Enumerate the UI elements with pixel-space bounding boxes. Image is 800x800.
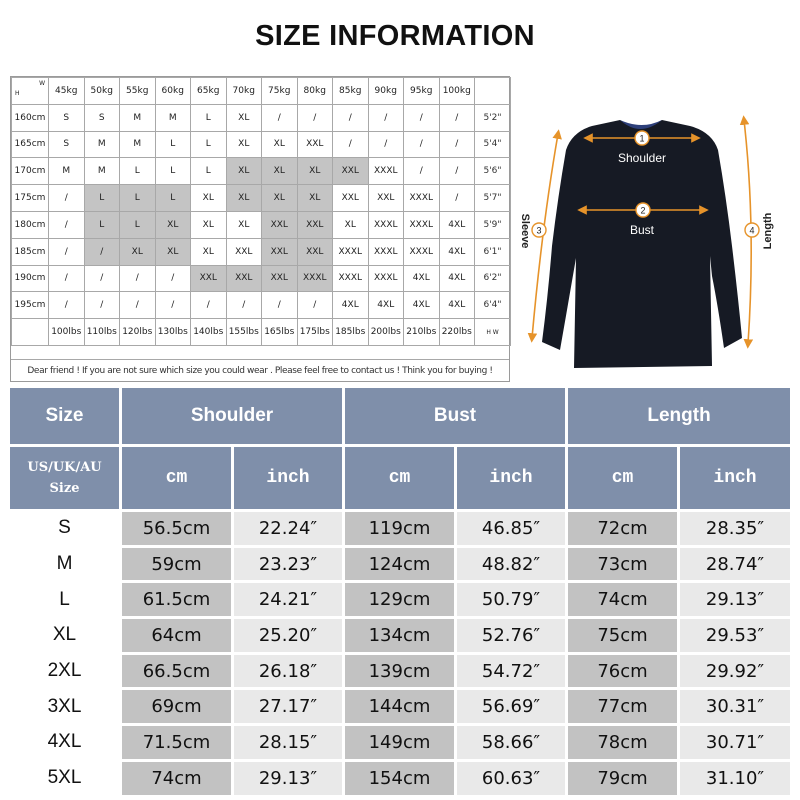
size-cell: / (191, 292, 227, 319)
length-cm-cell: 75cm (568, 619, 677, 652)
size-label-cell: 5XL (10, 762, 119, 795)
weight-lbs-header: 155lbs (226, 319, 262, 346)
size-cell: XXL (333, 185, 369, 212)
size-cell: XL (226, 158, 262, 185)
shoulder-inch-cell: 22.24″ (234, 512, 342, 545)
measurement-row (10, 762, 790, 795)
length-cm-cell: 77cm (568, 690, 677, 723)
height-cm-cell: 165cm (12, 131, 49, 158)
height-cm-cell: 175cm (12, 185, 49, 212)
size-cell: / (49, 292, 85, 319)
size-cell: M (49, 158, 85, 185)
size-cell: XL (226, 185, 262, 212)
size-cell: / (226, 292, 262, 319)
length-cm-cell: 79cm (568, 762, 677, 795)
size-cell: L (120, 185, 156, 212)
size-cell: L (191, 131, 227, 158)
bust-inch-header: inch (457, 447, 565, 509)
length-inch-cell: 31.10″ (680, 762, 790, 795)
size-cell: / (368, 131, 404, 158)
size-cell: / (155, 265, 191, 292)
height-row (12, 265, 511, 292)
height-row (12, 104, 511, 131)
size-cell: XXL (191, 265, 227, 292)
size-cell: XXL (368, 185, 404, 212)
weight-kg-header: 50kg (84, 78, 120, 105)
size-cell: XL (155, 211, 191, 238)
size-cell: XL (333, 211, 369, 238)
length-cm-cell: 78cm (568, 726, 677, 759)
height-cm-cell: 190cm (12, 265, 49, 292)
size-cell: XXL (226, 265, 262, 292)
size-cell: M (120, 131, 156, 158)
shoulder-inch-cell: 25.20″ (234, 619, 342, 652)
weight-lbs-header: 140lbs (191, 319, 227, 346)
height-row (12, 131, 511, 158)
size-cell: XXXL (333, 265, 369, 292)
weight-lbs-header: 175lbs (297, 319, 333, 346)
bust-inch-cell: 50.79″ (457, 583, 565, 616)
shoulder-inch-cell: 26.18″ (234, 655, 342, 688)
size-cell: / (120, 292, 156, 319)
height-cm-cell: 160cm (12, 104, 49, 131)
shoulder-inch-cell: 27.17″ (234, 690, 342, 723)
size-cell: / (49, 238, 85, 265)
measurement-row (10, 690, 790, 723)
size-cell: / (439, 131, 475, 158)
size-cell: XXL (262, 211, 298, 238)
bust-cm-cell: 129cm (345, 583, 454, 616)
weight-height-table (11, 77, 511, 346)
weight-kg-header: 75kg (262, 78, 298, 105)
bust-cm-cell: 124cm (345, 548, 454, 581)
marker-3 (532, 223, 546, 237)
bust-inch-cell: 46.85″ (457, 512, 565, 545)
page-title: SIZE INFORMATION (255, 20, 535, 52)
size-cell: XL (262, 185, 298, 212)
length-header: Length (568, 388, 790, 444)
height-inch-cell: 5'2" (475, 104, 511, 131)
size-cell: XXXL (404, 211, 440, 238)
size-cell: XL (226, 131, 262, 158)
marker-1-label: 1 (639, 133, 645, 144)
height-inch-cell: 5'6" (475, 158, 511, 185)
size-cell: XXXL (368, 158, 404, 185)
weight-lbs-header: 220lbs (439, 319, 475, 346)
weight-lbs-header: 210lbs (404, 319, 440, 346)
size-cell: XXXL (368, 238, 404, 265)
size-cell: / (368, 104, 404, 131)
size-cell: XXXL (297, 265, 333, 292)
marker-3-label: 3 (536, 225, 542, 236)
size-cell: XL (262, 131, 298, 158)
size-cell: L (155, 131, 191, 158)
height-cm-cell: 170cm (12, 158, 49, 185)
height-cm-cell: 195cm (12, 292, 49, 319)
size-cell: XL (191, 238, 227, 265)
weight-lbs-header: 185lbs (333, 319, 369, 346)
bust-cm-header: cm (345, 447, 454, 509)
measurement-row (10, 548, 790, 581)
measurement-chart (10, 385, 790, 795)
shoulder-cm-cell: 71.5cm (122, 726, 231, 759)
size-cell: L (191, 104, 227, 131)
weight-lbs-header: 110lbs (84, 319, 120, 346)
bust-inch-cell: 58.66″ (457, 726, 565, 759)
size-cell: XL (191, 185, 227, 212)
length-cm-header: cm (568, 447, 677, 509)
size-cell: / (120, 265, 156, 292)
size-cell: S (49, 104, 85, 131)
length-cm-cell: 72cm (568, 512, 677, 545)
bust-inch-cell: 52.76″ (457, 619, 565, 652)
measurement-row (10, 583, 790, 616)
size-cell: / (404, 131, 440, 158)
size-label-cell: M (10, 548, 119, 581)
size-cell: XL (120, 238, 156, 265)
bust-inch-cell: 54.72″ (457, 655, 565, 688)
size-cell: M (155, 104, 191, 131)
measurement-row (10, 655, 790, 688)
height-inch-cell: 5'9" (475, 211, 511, 238)
bust-header: Bust (345, 388, 565, 444)
length-inch-cell: 29.53″ (680, 619, 790, 652)
weight-lbs-header: 165lbs (262, 319, 298, 346)
size-cell: XXXL (368, 265, 404, 292)
size-cell: / (84, 265, 120, 292)
weight-kg-header: 45kg (49, 78, 85, 105)
size-cell: XL (262, 158, 298, 185)
shoulder-cm-cell: 69cm (122, 690, 231, 723)
length-cm-cell: 73cm (568, 548, 677, 581)
size-cell: / (297, 292, 333, 319)
size-cell: / (49, 211, 85, 238)
size-cell: L (155, 158, 191, 185)
size-label-cell: 2XL (10, 655, 119, 688)
shoulder-inch-cell: 23.23″ (234, 548, 342, 581)
size-cell: XXL (297, 238, 333, 265)
size-label-cell: 3XL (10, 690, 119, 723)
marker-1 (635, 131, 649, 145)
length-inch-cell: 30.71″ (680, 726, 790, 759)
weight-lbs-header: 130lbs (155, 319, 191, 346)
size-cell: XXXL (368, 211, 404, 238)
shoulder-inch-cell: 24.21″ (234, 583, 342, 616)
bust-inch-cell: 56.69″ (457, 690, 565, 723)
height-row (12, 185, 511, 212)
weight-kg-header: 90kg (368, 78, 404, 105)
size-cell: / (84, 238, 120, 265)
shoulder-cm-cell: 56.5cm (122, 512, 231, 545)
size-cell: / (262, 104, 298, 131)
size-cell: L (155, 185, 191, 212)
weight-kg-header: 70kg (226, 78, 262, 105)
size-cell: XXXL (404, 238, 440, 265)
height-inch-cell: 6'4" (475, 292, 511, 319)
weight-lbs-header: 200lbs (368, 319, 404, 346)
size-cell: XXXL (333, 238, 369, 265)
height-row (12, 238, 511, 265)
weight-kg-header: 65kg (191, 78, 227, 105)
height-inch-cell: 6'1" (475, 238, 511, 265)
size-cell: XXL (262, 265, 298, 292)
length-label: Length (762, 212, 774, 250)
size-cell: XL (191, 211, 227, 238)
contact-note: Dear friend ! If you are not sure which size you could wear . Please feel free to contact us ! Think you for buying ! (11, 359, 509, 381)
weight-kg-header: 60kg (155, 78, 191, 105)
weight-lbs-header: 100lbs (49, 319, 85, 346)
weight-kg-row (12, 78, 511, 105)
size-cell: L (191, 158, 227, 185)
length-cm-cell: 74cm (568, 583, 677, 616)
size-cell: S (49, 131, 85, 158)
size-cell: 4XL (404, 265, 440, 292)
size-cell: / (84, 292, 120, 319)
weight-lbs-row (12, 319, 511, 346)
size-cell: XL (297, 185, 333, 212)
height-row (12, 292, 511, 319)
measurement-row (10, 619, 790, 652)
bust-cm-cell: 144cm (345, 690, 454, 723)
marker-4-label: 4 (749, 225, 755, 236)
weight-height-body (12, 104, 511, 318)
shoulder-cm-cell: 59cm (122, 548, 231, 581)
size-cell: L (120, 211, 156, 238)
size-cell: M (120, 104, 156, 131)
height-inch-cell: 6'2" (475, 265, 511, 292)
shoulder-cm-cell: 61.5cm (122, 583, 231, 616)
shoulder-inch-cell: 29.13″ (234, 762, 342, 795)
weight-lbs-header: 120lbs (120, 319, 156, 346)
size-cell: XL (297, 158, 333, 185)
shoulder-cm-cell: 66.5cm (122, 655, 231, 688)
measurement-table (7, 385, 793, 798)
blank-cell (12, 319, 49, 346)
length-inch-cell: 28.35″ (680, 512, 790, 545)
size-cell: / (262, 292, 298, 319)
size-cell: / (333, 131, 369, 158)
height-cm-cell: 180cm (12, 211, 49, 238)
size-cell: S (84, 104, 120, 131)
weight-kg-header: 85kg (333, 78, 369, 105)
size-cell: / (404, 104, 440, 131)
length-cm-cell: 76cm (568, 655, 677, 688)
size-cell: / (333, 104, 369, 131)
size-cell: / (155, 292, 191, 319)
region-line-2: Size (49, 481, 80, 496)
region-line-1: US/UK/AU (27, 460, 102, 475)
bust-inch-cell: 48.82″ (457, 548, 565, 581)
shoulder-label: Shoulder (617, 151, 667, 165)
size-cell: M (84, 131, 120, 158)
bust-cm-cell: 154cm (345, 762, 454, 795)
blank-cell (475, 78, 511, 105)
size-label-cell: 4XL (10, 726, 119, 759)
size-cell: 4XL (439, 211, 475, 238)
region-size-header (10, 447, 119, 509)
measurement-unit-row (10, 447, 790, 509)
size-cell: L (84, 211, 120, 238)
shoulder-inch-header: inch (234, 447, 342, 509)
length-inch-cell: 29.92″ (680, 655, 790, 688)
length-inch-cell: 29.13″ (680, 583, 790, 616)
height-cm-cell: 185cm (12, 238, 49, 265)
size-cell: XXL (226, 238, 262, 265)
size-cell: 4XL (439, 265, 475, 292)
bust-cm-cell: 149cm (345, 726, 454, 759)
size-cell: XXL (333, 158, 369, 185)
size-cell: L (84, 185, 120, 212)
measurement-row (10, 726, 790, 759)
corner-w-label: W (39, 80, 45, 87)
weight-kg-header: 95kg (404, 78, 440, 105)
marker-4 (745, 223, 759, 237)
shoulder-cm-cell: 74cm (122, 762, 231, 795)
size-cell: XL (155, 238, 191, 265)
size-header: Size (10, 388, 119, 444)
bust-inch-cell: 60.63″ (457, 762, 565, 795)
size-label-cell: S (10, 512, 119, 545)
corner-h-label: H (15, 90, 20, 97)
garment-illustration (512, 76, 790, 382)
height-inch-cell: 5'4" (475, 131, 511, 158)
size-cell: XXL (297, 211, 333, 238)
marker-2-label: 2 (640, 205, 646, 216)
measurement-body (10, 512, 790, 795)
shoulder-inch-cell: 28.15″ (234, 726, 342, 759)
size-label-cell: L (10, 583, 119, 616)
weight-kg-header: 80kg (297, 78, 333, 105)
size-cell: / (49, 185, 85, 212)
size-cell: XL (226, 104, 262, 131)
sleeve-label: Sleeve (519, 213, 531, 249)
bust-cm-cell: 134cm (345, 619, 454, 652)
weight-height-chart (10, 76, 510, 382)
size-cell: / (439, 158, 475, 185)
size-cell: XXL (297, 131, 333, 158)
measurement-row (10, 512, 790, 545)
size-cell: 4XL (333, 292, 369, 319)
height-row (12, 158, 511, 185)
bust-cm-cell: 139cm (345, 655, 454, 688)
shoulder-header: Shoulder (122, 388, 342, 444)
shoulder-cm-cell: 64cm (122, 619, 231, 652)
corner-cell (12, 78, 49, 105)
sweater-diagram (512, 76, 790, 382)
height-inch-cell: 5'7" (475, 185, 511, 212)
measurement-header-row (10, 388, 790, 444)
size-cell: XXL (262, 238, 298, 265)
size-cell: XXXL (404, 185, 440, 212)
length-inch-header: inch (680, 447, 790, 509)
footer-corner-cell: H W (475, 319, 511, 346)
size-cell: 4XL (404, 292, 440, 319)
size-cell: / (439, 185, 475, 212)
size-cell: 4XL (439, 238, 475, 265)
size-cell: / (439, 104, 475, 131)
bust-label: Bust (629, 223, 655, 237)
height-row (12, 211, 511, 238)
size-cell: / (404, 158, 440, 185)
marker-2 (636, 203, 650, 217)
length-inch-cell: 28.74″ (680, 548, 790, 581)
size-cell: XL (226, 211, 262, 238)
bust-cm-cell: 119cm (345, 512, 454, 545)
length-inch-cell: 30.31″ (680, 690, 790, 723)
size-cell: L (120, 158, 156, 185)
size-cell: / (49, 265, 85, 292)
size-label-cell: XL (10, 619, 119, 652)
weight-kg-header: 55kg (120, 78, 156, 105)
size-cell: 4XL (368, 292, 404, 319)
shoulder-cm-header: cm (122, 447, 231, 509)
weight-kg-header: 100kg (439, 78, 475, 105)
size-cell: 4XL (439, 292, 475, 319)
size-cell: M (84, 158, 120, 185)
size-cell: / (297, 104, 333, 131)
